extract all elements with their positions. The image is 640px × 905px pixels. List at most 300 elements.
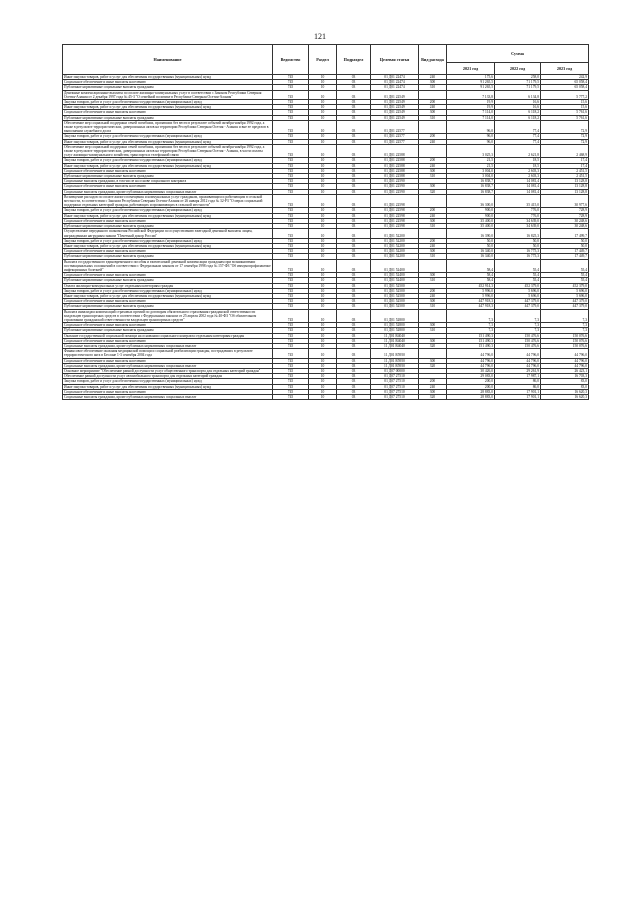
row-y2: 447 379,0 [495,304,541,309]
row-y3: 26 423,1 [541,368,589,373]
row-cs: 01 Д01 22474 [371,85,419,90]
row-ved: 745 [273,218,309,223]
row-podrazdel: 03 [337,238,371,243]
row-cs: 01 Д01 22588 [371,174,419,179]
row-cs: 01 Д01 22588 [371,168,419,173]
row-razdel: 10 [309,115,337,120]
row-y1: 44 796,0 [447,358,495,363]
row-vr [419,120,447,134]
row-y2: 50,0 [495,238,541,243]
row-y2: 150 476,6 [495,338,541,343]
row-podrazdel: 03 [337,189,371,194]
row-name: Оплата жилищно-коммунальных услуг отдельным категориям граждан [63,283,273,288]
row-cs: 01 Д01 22598 [371,208,419,213]
header-razdel: Раздел [309,45,337,75]
row-y1: 35 400,0 [447,218,495,223]
row-razdel: 10 [309,179,337,184]
row-y3: 728,9 [541,213,589,218]
row-y3: 16 620,3 [541,395,589,400]
row-vr: 300 [419,110,447,115]
row-cs: 01 Д01 22549 [371,100,419,105]
row-name: Социальное обеспечение и иные выплаты населению [63,80,273,85]
row-razdel: 10 [309,75,337,80]
row-podrazdel: 03 [337,259,371,273]
row-y1: 16 838,7 [447,184,495,189]
row-y1: 7,3 [447,323,495,328]
row-ved: 745 [273,389,309,394]
table-body [63,75,589,400]
row-name: Закупка товаров, работ и услуг для обеспечения государственных (муниципальных) нужд [63,208,273,213]
row-name: Закупка товаров, работ и услуг для обеспечения государственных (муниципальных) нужд [63,134,273,139]
row-y2: 5 696,0 [495,288,541,293]
header-ved: Ведомство [273,45,309,75]
row-name: Социальные выплаты гражданам, кроме публичных нормативных социальных выплат [63,395,273,400]
row-y3: 55,4 [541,273,589,278]
row-razdel: 10 [309,374,337,379]
row-razdel: 10 [309,168,337,173]
row-cs: 11 Д01 R4040 [371,338,419,343]
row-ved: 745 [273,184,309,189]
row-name: Социальное обеспечение и иные выплаты населению [63,218,273,223]
row-y3: 5 761,6 [541,115,589,120]
row-razdel: 10 [309,105,337,110]
row-y3: 44 796,0 [541,358,589,363]
row-podrazdel: 03 [337,224,371,229]
row-podrazdel: 03 [337,273,371,278]
row-y3: 13 128,8 [541,189,589,194]
row-y1: 7 114,0 [447,110,495,115]
row-cs: 01 Д01 52800 [371,328,419,333]
row-razdel: 10 [309,323,337,328]
row-y3: 44 796,0 [541,349,589,358]
row-cs: 11 Д01 R5950 [371,363,419,368]
row-name: Закупка товаров, работ и услуг для обеспечения государственных (муниципальных) нужд [63,379,273,384]
row-cs: 01 Д01 22577 [371,120,419,134]
row-name: Иные закупки товаров, работ и услуг для обеспечения государственных (муниципальных) нужд [63,139,273,144]
row-y1: 16 340,0 [447,249,495,254]
row-name: Публичные нормативные социальные выплаты гражданам [63,304,273,309]
row-podrazdel: 03 [337,288,371,293]
row-podrazdel: 03 [337,110,371,115]
row-ved: 745 [273,120,309,134]
row-name: Социальное обеспечение и иные выплаты населению [63,184,273,189]
row-vr: 310 [419,328,447,333]
row-razdel: 10 [309,254,337,259]
row-cs: 01 Д01 52400 [371,278,419,283]
row-ved: 745 [273,349,309,358]
row-vr: 310 [419,85,447,90]
row-cs: 01 Д01 22549 [371,115,419,120]
row-y1: 447 918,3 [447,299,495,304]
row-y1: 16 838,7 [447,189,495,194]
row-vr: 310 [419,174,447,179]
row-name: Финансовое обеспечение оказания медицинской помощи и социальной реабилитации граждан, пострадавших в результате террористического акта в Беслане 1-3 сентября 2004 года [63,349,273,358]
row-podrazdel: 03 [337,349,371,358]
row-y2: 2 621,8 [495,144,541,158]
row-cs: 01 Д01 52500 [371,283,419,288]
row-y3: 30 248,6 [541,224,589,229]
row-ved: 745 [273,374,309,379]
row-y3: 50,0 [541,243,589,248]
row-razdel: 10 [309,139,337,144]
row-ved: 745 [273,243,309,248]
row-cs: 01 Д01 52400 [371,273,419,278]
row-name: Публичные нормативные социальные выплаты гражданам [63,174,273,179]
budget-table [62,44,589,400]
row-y2: 18,5 [495,163,541,168]
row-podrazdel: 03 [337,304,371,309]
row-name: Социальное обеспечение и иные выплаты населению [63,168,273,173]
row-cs: 01 Д01 22474 [371,80,419,85]
row-y1: 50,0 [447,238,495,243]
row-y1: 200,0 [447,384,495,389]
row-ved: 745 [273,213,309,218]
row-razdel: 10 [309,338,337,343]
row-y1: 5 996,0 [447,293,495,298]
row-y2: 17 987,1 [495,374,541,379]
row-podrazdel: 03 [337,368,371,373]
row-name: Социальное обеспечение и иные выплаты населению [63,299,273,304]
row-podrazdel: 03 [337,254,371,259]
row-vr: 240 [419,213,447,218]
row-y1: 29 083,0 [447,374,495,379]
row-cs: 01 Д01 22577 [371,139,419,144]
row-cs: 01 Д07 27510 [371,374,419,379]
row-podrazdel: 03 [337,139,371,144]
header-y3: 2023 год [541,63,589,75]
row-y3: 17 449,7 [541,249,589,254]
row-y2: 14 081,4 [495,189,541,194]
row-name: Обеспечение мер социальной поддержки семей погибших, пропавших без вести в результате событий октября-ноября 1992 года, а также в результате террористических, диверсионных актов на территории Республики Северная Осетия - Алания и вне ее пределов в выполнении служебного долга [63,120,273,134]
row-y2: 16 775,3 [495,249,541,254]
row-y3: 65 058,4 [541,80,589,85]
row-name: Иные закупки товаров, работ и услуг для обеспечения государственных (муниципальных) нужд [63,105,273,110]
row-y2: 2 603,3 [495,168,541,173]
row-y1: 447 918,3 [447,304,495,309]
row-cs: 01 Д07 00000 [371,368,419,373]
row-cs: 01 Д07 27510 [371,379,419,384]
row-y3: 50,0 [541,238,589,243]
row-name: Социальное обеспечение и иные выплаты населению [63,358,273,363]
row-ved: 745 [273,168,309,173]
row-y3: 447 379,0 [541,304,589,309]
row-vr: 320 [419,363,447,368]
row-y1: 96,0 [447,134,495,139]
row-y1: 96,0 [447,139,495,144]
row-y1: 36 300,0 [447,194,495,208]
table-row [63,229,589,238]
row-y1: 7 133,8 [447,90,495,99]
row-name: Социальные выплаты гражданам, кроме публичных нормативных социальных выплат [63,363,273,368]
row-y2: 77,4 [495,134,541,139]
row-name: Социальное обеспечение и иные выплаты населению [63,389,273,394]
row-y2: 77,4 [495,120,541,134]
row-y3: 150 076,6 [541,338,589,343]
row-razdel: 10 [309,243,337,248]
row-vr [419,229,447,238]
row-razdel: 10 [309,368,337,373]
row-y1: 44 796,0 [447,349,495,358]
row-y2: 71 179,5 [495,85,541,90]
row-name: Обеспечение мер социальной поддержки семей погибших, пропавших без вести в результате событий октября-ноября 1992 года, а также в результате террористических, диверсионных актов на территории Республики Северная Осетия - Алания, в части оплаты услуг жилищно-коммунального хозяйства, транспорта и телефонной связи [63,144,273,158]
row-razdel: 10 [309,384,337,389]
table-row [63,349,589,358]
row-podrazdel: 03 [337,163,371,168]
row-name: Выплата инвалидам компенсаций страховых премий по договорам обязательного страхования гражданской ответственности владельцев транспортных средств в соответствии с Федеральным законом от 25 апреля 2002 года № 40-ФЗ "Об обязательном страховании гражданской ответственности владельцев транспортных средств" [63,309,273,323]
row-razdel: 10 [309,288,337,293]
row-ved: 745 [273,259,309,273]
row-y3: 5 777,2 [541,90,589,99]
row-y3: 17,4 [541,163,589,168]
row-y1: 200,0 [447,379,495,384]
row-ved: 745 [273,278,309,283]
row-cs: 01 Д01 52200 [371,229,419,238]
row-cs: 01 Д01 52800 [371,309,419,323]
row-name: Публичные нормативные социальные выплаты гражданам [63,328,273,333]
row-y1: 3 004,0 [447,168,495,173]
row-y2: 7,3 [495,309,541,323]
row-vr: 240 [419,293,447,298]
row-y1: 19,9 [447,100,495,105]
table-row [63,120,589,134]
row-vr: 240 [419,384,447,389]
header-podrazdel: Подраздел [337,45,371,75]
row-cs: 01 Д01 22590 [371,179,419,184]
row-podrazdel: 03 [337,283,371,288]
row-podrazdel: 03 [337,333,371,338]
table-row [63,194,589,208]
row-podrazdel: 03 [337,395,371,400]
row-vr: 300 [419,299,447,304]
row-y1: 30 426,0 [447,368,495,373]
row-podrazdel: 03 [337,115,371,120]
row-y3: 150 076,6 [541,343,589,348]
row-y2: 14 081,4 [495,184,541,189]
row-podrazdel: 03 [337,293,371,298]
row-cs: 01 Д01 22598 [371,224,419,229]
page-number: 121 [314,32,326,41]
row-podrazdel: 03 [337,384,371,389]
row-y2: 55,4 [495,273,541,278]
row-y2: 16,6 [495,100,541,105]
row-y2: 776,0 [495,208,541,213]
row-ved: 745 [273,254,309,259]
row-razdel: 10 [309,358,337,363]
row-name: Социальное обеспечение и иные выплаты населению [63,338,273,343]
row-y2: 71 179,5 [495,80,541,85]
row-ved: 745 [273,358,309,363]
row-podrazdel: 03 [337,85,371,90]
row-y2: 5 696,0 [495,293,541,298]
row-vr: 320 [419,343,447,348]
row-ved: 745 [273,395,309,400]
row-y1: 16 390,0 [447,229,495,238]
row-y2: 16,6 [495,105,541,110]
row-ved: 745 [273,179,309,184]
row-name: Закупка товаров, работ и услуг для обеспечения государственных (муниципальных) нужд [63,158,273,163]
row-y1: 19,9 [447,105,495,110]
row-vr: 300 [419,323,447,328]
row-y3: 452 379,0 [541,283,589,288]
row-y3: 15,6 [541,100,589,105]
row-name: Обеспечение равной доступности услуг автомобильного транспорта для отдельных категорий граждан [63,374,273,379]
row-name: Иные закупки товаров, работ и услуг для обеспечения государственных (муниципальных) нужд [63,384,273,389]
row-y2: 6 118,2 [495,115,541,120]
row-razdel: 10 [309,134,337,139]
row-cs: 01 Д01 22549 [371,105,419,110]
row-vr: 300 [419,389,447,394]
row-cs: 01 Д01 52200 [371,254,419,259]
row-vr: 200 [419,134,447,139]
row-ved: 745 [273,144,309,158]
row-vr: 200 [419,379,447,384]
row-y1: 7 114,0 [447,115,495,120]
row-ved: 745 [273,249,309,254]
row-razdel: 10 [309,174,337,179]
row-razdel: 10 [309,259,337,273]
row-ved: 745 [273,384,309,389]
row-vr: 300 [419,80,447,85]
row-y1: 58,4 [447,273,495,278]
row-y2: 55,4 [495,259,541,273]
row-y3: 7,3 [541,328,589,333]
row-ved: 745 [273,208,309,213]
row-name: Публичные нормативные социальные выплаты гражданам [63,115,273,120]
table-row [63,309,589,323]
row-y1: 7,3 [447,309,495,323]
row-ved: 745 [273,174,309,179]
row-ved: 745 [273,299,309,304]
row-name: Социальное обеспечение и иные выплаты населению [63,249,273,254]
row-ved: 745 [273,189,309,194]
row-y3: 2 451,5 [541,174,589,179]
row-podrazdel: 03 [337,80,371,85]
row-ved: 745 [273,75,309,80]
row-y1: 91 265,5 [447,80,495,85]
row-y3: 44 796,0 [541,363,589,368]
row-y3: 5 696,0 [541,293,589,298]
row-y3: 728,9 [541,208,589,213]
row-razdel: 10 [309,100,337,105]
row-cs: 01 Д01 22598 [371,213,419,218]
row-y2: 7,3 [495,328,541,333]
row-razdel: 10 [309,349,337,358]
row-y2: 7,3 [495,323,541,328]
row-cs: 01 Д01 52200 [371,243,419,248]
row-vr: 200 [419,208,447,213]
row-name: Социальные выплаты гражданам, кроме публичных нормативных социальных выплат [63,189,273,194]
row-y2: 86,0 [495,384,541,389]
row-razdel: 10 [309,283,337,288]
row-y1: 900,0 [447,208,495,213]
row-y1: 28 883,0 [447,389,495,394]
row-podrazdel: 03 [337,75,371,80]
row-ved: 745 [273,224,309,229]
row-podrazdel: 03 [337,358,371,363]
row-y2: 776,0 [495,213,541,218]
row-vr: 200 [419,158,447,163]
row-ved: 745 [273,85,309,90]
row-y1: 44 796,0 [447,363,495,368]
row-razdel: 10 [309,363,337,368]
row-razdel: 10 [309,120,337,134]
table-row [63,90,589,99]
row-vr: 240 [419,243,447,248]
row-ved: 745 [273,238,309,243]
row-y1: 50,0 [447,243,495,248]
row-y2: 150 476,6 [495,343,541,348]
row-cs: 01 Д01 22549 [371,90,419,99]
row-razdel: 10 [309,379,337,384]
row-cs: 01 Д01 22590 [371,184,419,189]
row-razdel: 10 [309,85,337,90]
row-y1: 16 340,0 [447,254,495,259]
row-y3: 2 468,9 [541,144,589,158]
row-name: Иные закупки товаров, работ и услуг для обеспечения государственных (муниципальных) нужд [63,293,273,298]
row-ved: 745 [273,80,309,85]
row-cs: 01 Д01 22590 [371,189,419,194]
row-razdel: 10 [309,395,337,400]
row-y2: 44 796,0 [495,349,541,358]
row-vr: 310 [419,304,447,309]
row-y3: 5 696,0 [541,288,589,293]
row-name: Социальные выплаты гражданам, кроме публичных нормативных социальных выплат [63,343,273,348]
row-razdel: 10 [309,328,337,333]
row-y2: 35 415,0 [495,194,541,208]
row-y1: 3 004,0 [447,174,495,179]
row-podrazdel: 03 [337,343,371,348]
row-razdel: 10 [309,163,337,168]
row-ved: 745 [273,333,309,338]
row-vr [419,194,447,208]
row-vr: 240 [419,105,447,110]
row-cs: 01 Д01 22588 [371,163,419,168]
row-name: Выплата государственного единовременного пособия и ежемесячной денежной компенсации гражданам при возникновении поствакцинальных осложнений в соответствии с Федеральным законом от 17 сентября 1998 года № 157-ФЗ "Об иммунопрофилактике инфекционных болезней" [64,259,271,272]
row-y3: 13 128,8 [541,184,589,189]
row-y2: 44 796,0 [495,363,541,368]
row-vr: 200 [419,238,447,243]
header-y1: 2021 год [447,63,495,75]
row-razdel: 10 [309,218,337,223]
row-y3: 83,0 [541,379,589,384]
row-y1: 35 400,0 [447,224,495,229]
row-vr: 300 [419,218,447,223]
row-vr: 200 [419,288,447,293]
row-y3: 83,0 [541,384,589,389]
row-y3: 2 451,5 [541,168,589,173]
row-razdel: 10 [309,144,337,158]
row-razdel: 10 [309,333,337,338]
row-y2: 77,4 [495,139,541,144]
row-y2: 16 825,3 [495,229,541,238]
row-y2: 18,5 [495,158,541,163]
row-name: Основное мероприятие "Обеспечение равной доступности услуг общественного транспорта для отдельных категорий граждан" [63,368,273,373]
row-podrazdel: 03 [337,299,371,304]
row-name: Публичные нормативные социальные выплаты гражданам [63,278,273,283]
row-razdel: 10 [309,299,337,304]
row-y2: 258,0 [495,75,541,80]
row-podrazdel: 03 [337,363,371,368]
row-podrazdel: 03 [337,379,371,384]
row-vr: 200 [419,100,447,105]
header-name: Наименование [63,45,273,75]
row-podrazdel: 03 [337,389,371,394]
row-cs: 01 Д01 52200 [371,238,419,243]
row-vr: 320 [419,395,447,400]
row-name: Иные закупки товаров, работ и услуг для обеспечения государственных (муниципальных) нужд [63,75,273,80]
row-y1: 21,5 [447,163,495,168]
table-row [63,144,589,158]
